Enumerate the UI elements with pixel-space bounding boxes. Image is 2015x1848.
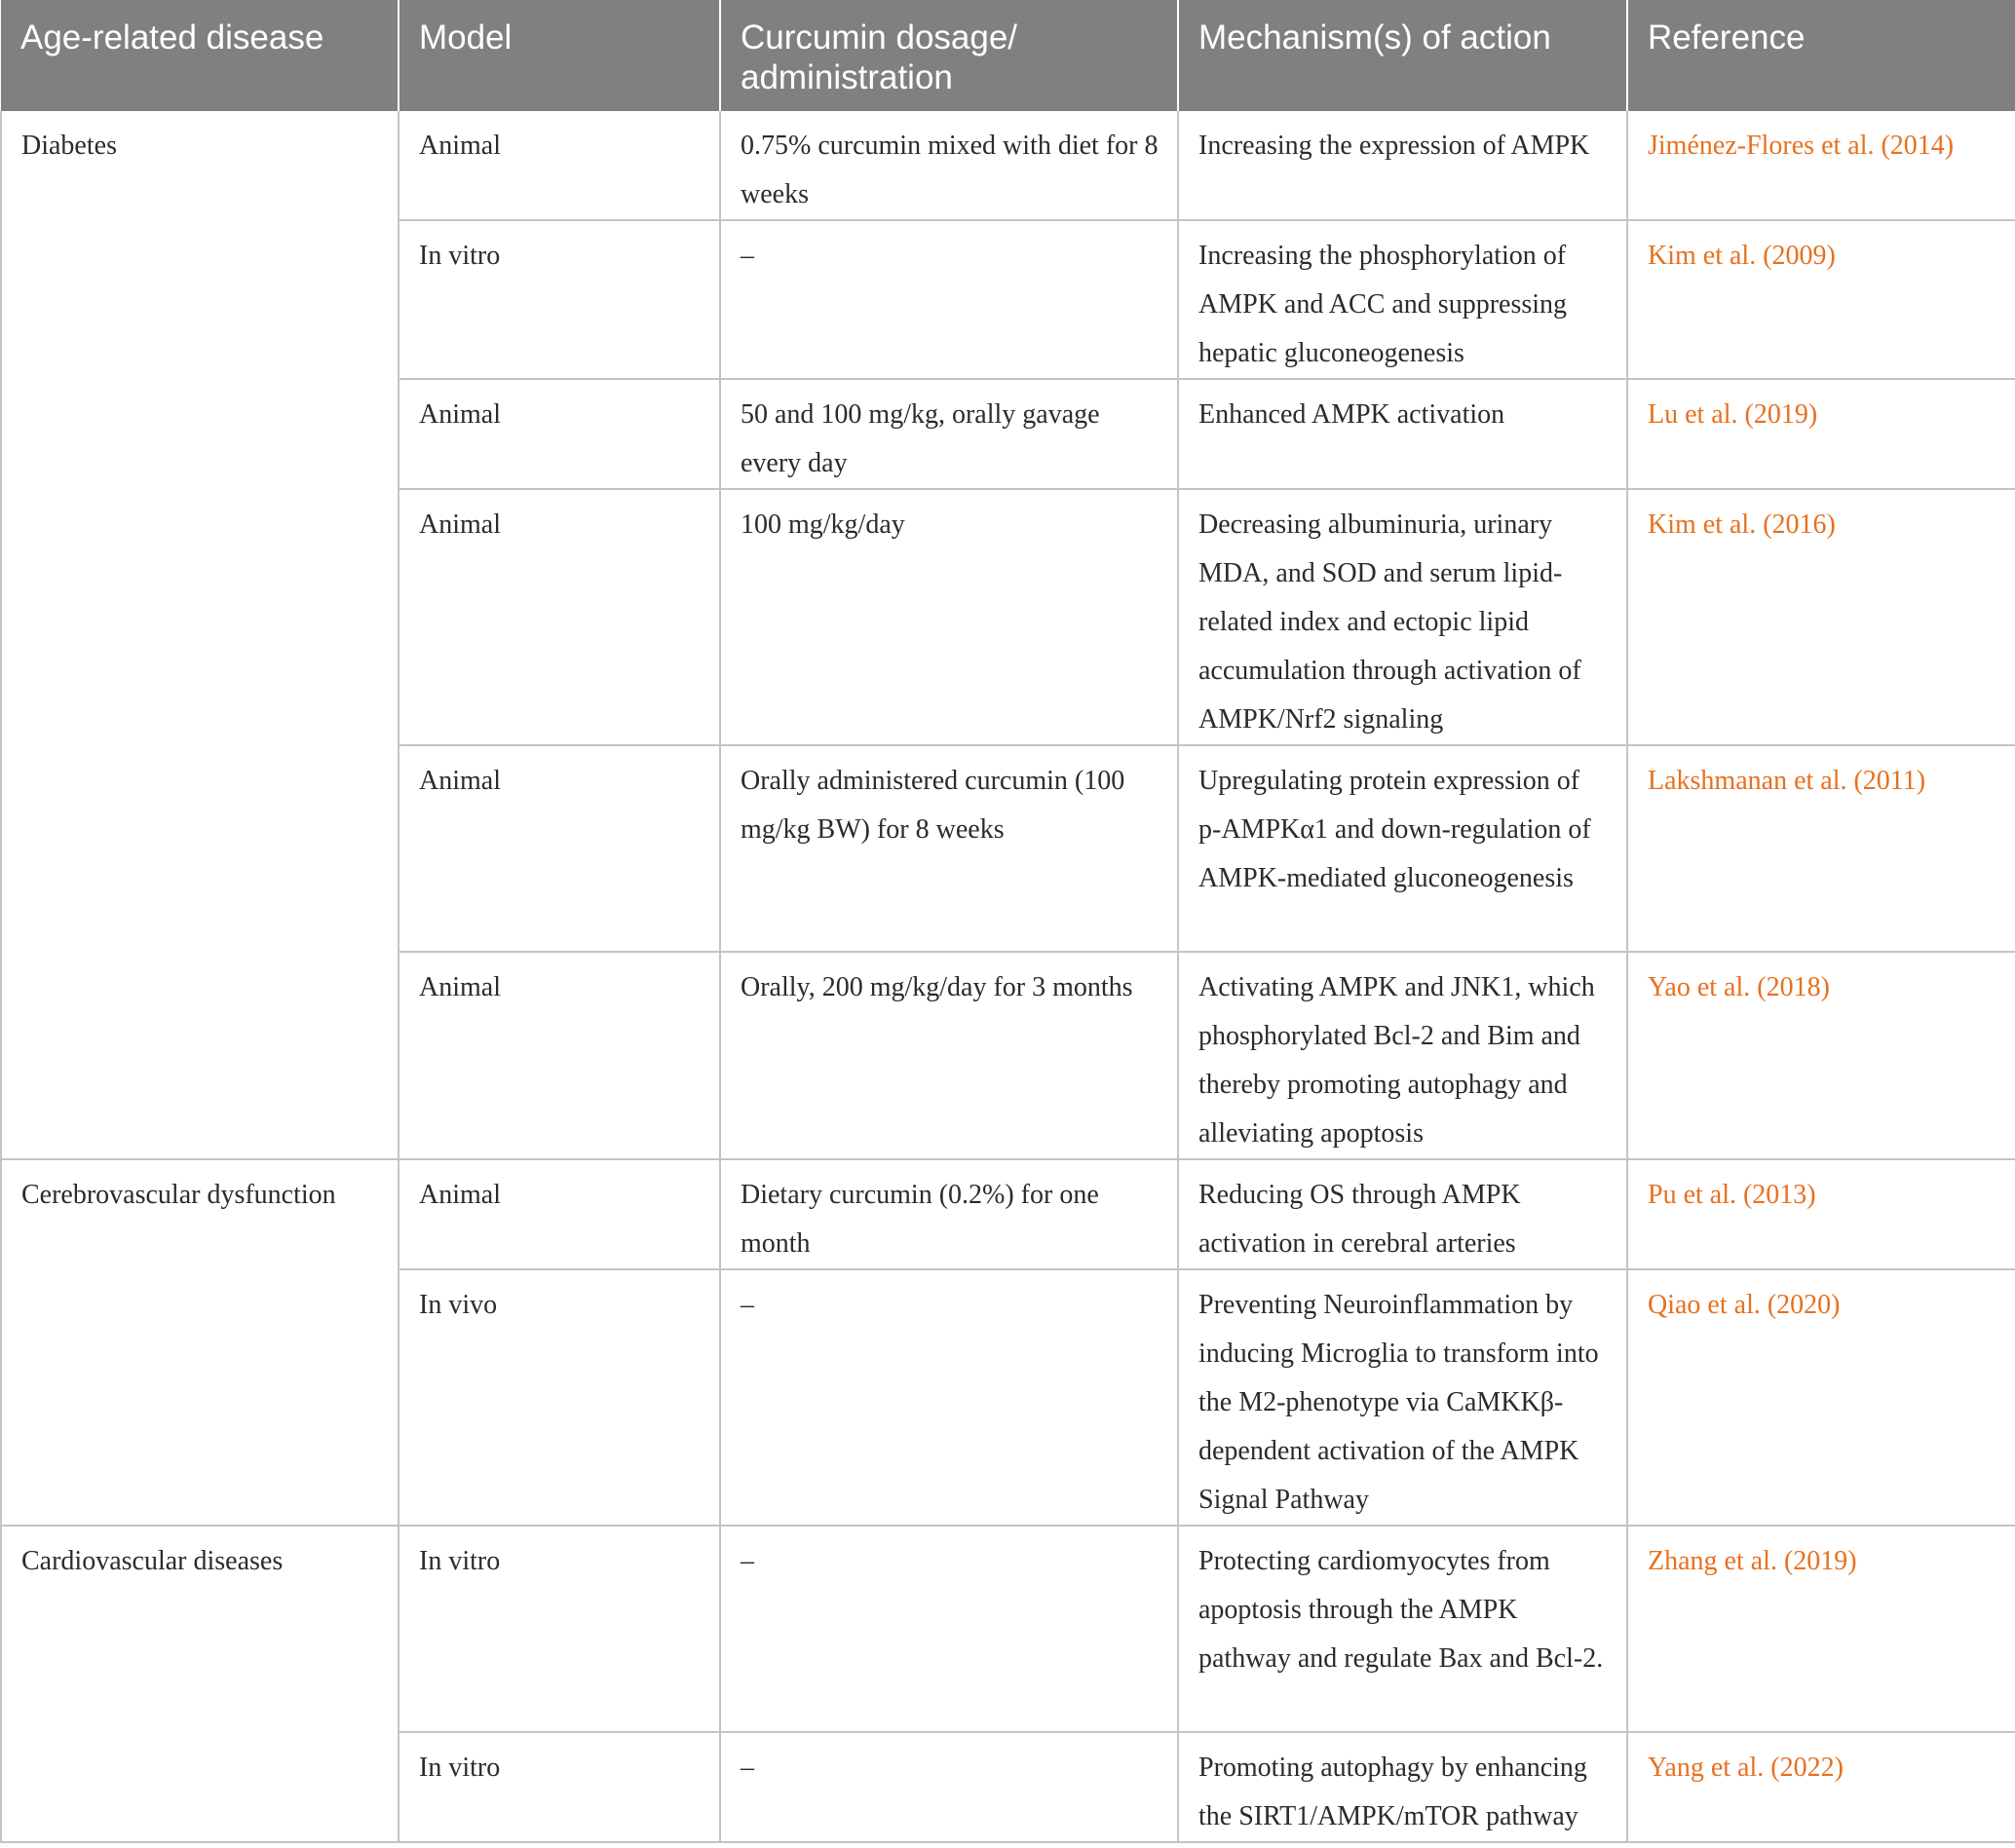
cell-dosage: 50 and 100 mg/kg, orally gavage every day bbox=[720, 379, 1178, 489]
cell-model: Animal bbox=[399, 952, 720, 1159]
cell-mechanism: Preventing Neuroinflammation by inducing Microglia to transform into the M2-phenotype via CaMKKβ-dependent activation of the AMPK Signal Pathway bbox=[1178, 1269, 1627, 1526]
table-row bbox=[1, 1526, 2015, 1732]
cell-model: Animal bbox=[399, 489, 720, 745]
table-row bbox=[1, 1159, 2015, 1269]
cell-reference-link[interactable]: Kim et al. (2009) bbox=[1627, 220, 2015, 379]
cell-model: In vivo bbox=[399, 1269, 720, 1526]
cell-mechanism: Enhanced AMPK activation bbox=[1178, 379, 1627, 489]
cell-dosage: – bbox=[720, 1526, 1178, 1732]
cell-reference-link[interactable]: Yang et al. (2022) bbox=[1627, 1732, 2015, 1842]
table-row bbox=[1, 111, 2015, 220]
cell-model: Animal bbox=[399, 745, 720, 952]
cell-model: In vitro bbox=[399, 220, 720, 379]
header-curcumin-dosage bbox=[720, 0, 1178, 111]
cell-mechanism: Decreasing albuminuria, urinary MDA, and SOD and serum lipid-related index and ectopic lipid accumulation through activation of AMPK/Nrf2 signaling bbox=[1178, 489, 1627, 745]
cell-reference-link[interactable]: Yao et al. (2018) bbox=[1627, 952, 2015, 1159]
header-reference: Reference bbox=[1627, 0, 2015, 111]
cell-dosage: – bbox=[720, 1269, 1178, 1526]
cell-age-related-disease: Cardiovascular diseases bbox=[1, 1526, 399, 1842]
table-body bbox=[1, 111, 2015, 1842]
cell-mechanism: Protecting cardiomyocytes from apoptosis through the AMPK pathway and regulate Bax and Bcl-2. bbox=[1178, 1526, 1627, 1732]
cell-reference-link[interactable]: Pu et al. (2013) bbox=[1627, 1159, 2015, 1269]
cell-dosage: – bbox=[720, 220, 1178, 379]
header-row bbox=[1, 0, 2015, 111]
cell-age-related-disease: Diabetes bbox=[1, 111, 399, 1159]
cell-dosage: – bbox=[720, 1732, 1178, 1842]
header-age-related-disease: Age-related disease bbox=[1, 0, 399, 111]
cell-reference-link[interactable]: Lakshmanan et al. (2011) bbox=[1627, 745, 2015, 952]
cell-age-related-disease: Cerebrovascular dysfunction bbox=[1, 1159, 399, 1526]
cell-mechanism: Activating AMPK and JNK1, which phosphorylated Bcl-2 and Bim and thereby promoting autophagy and alleviating apoptosis bbox=[1178, 952, 1627, 1159]
table-header bbox=[1, 0, 2015, 111]
cell-mechanism: Promoting autophagy by enhancing the SIRT1/AMPK/mTOR pathway bbox=[1178, 1732, 1627, 1842]
cell-reference-link[interactable]: Qiao et al. (2020) bbox=[1627, 1269, 2015, 1526]
cell-dosage: Orally, 200 mg/kg/day for 3 months bbox=[720, 952, 1178, 1159]
cell-mechanism: Increasing the expression of AMPK bbox=[1178, 111, 1627, 220]
cell-model: Animal bbox=[399, 1159, 720, 1269]
cell-dosage: Dietary curcumin (0.2%) for one month bbox=[720, 1159, 1178, 1269]
header-curcumin-dosage-line2: administration bbox=[741, 58, 953, 96]
cell-reference-link[interactable]: Lu et al. (2019) bbox=[1627, 379, 2015, 489]
cell-reference-link[interactable]: Kim et al. (2016) bbox=[1627, 489, 2015, 745]
header-mechanism: Mechanism(s) of action bbox=[1178, 0, 1627, 111]
cell-mechanism: Upregulating protein expression of p-AMPKα1 and down-regulation of AMPK-mediated gluconeogenesis bbox=[1178, 745, 1627, 952]
cell-mechanism: Reducing OS through AMPK activation in cerebral arteries bbox=[1178, 1159, 1627, 1269]
cell-mechanism: Increasing the phosphorylation of AMPK and ACC and suppressing hepatic gluconeogenesis bbox=[1178, 220, 1627, 379]
cell-model: In vitro bbox=[399, 1732, 720, 1842]
cell-dosage: 0.75% curcumin mixed with diet for 8 weeks bbox=[720, 111, 1178, 220]
cell-dosage: 100 mg/kg/day bbox=[720, 489, 1178, 745]
cell-dosage: Orally administered curcumin (100 mg/kg BW) for 8 weeks bbox=[720, 745, 1178, 952]
cell-model: Animal bbox=[399, 111, 720, 220]
header-curcumin-dosage-line1: Curcumin dosage/ bbox=[741, 19, 1018, 57]
cell-model: In vitro bbox=[399, 1526, 720, 1732]
cell-model: Animal bbox=[399, 379, 720, 489]
cell-reference-link[interactable]: Jiménez-Flores et al. (2014) bbox=[1627, 111, 2015, 220]
header-model: Model bbox=[399, 0, 720, 111]
cell-reference-link[interactable]: Zhang et al. (2019) bbox=[1627, 1526, 2015, 1732]
